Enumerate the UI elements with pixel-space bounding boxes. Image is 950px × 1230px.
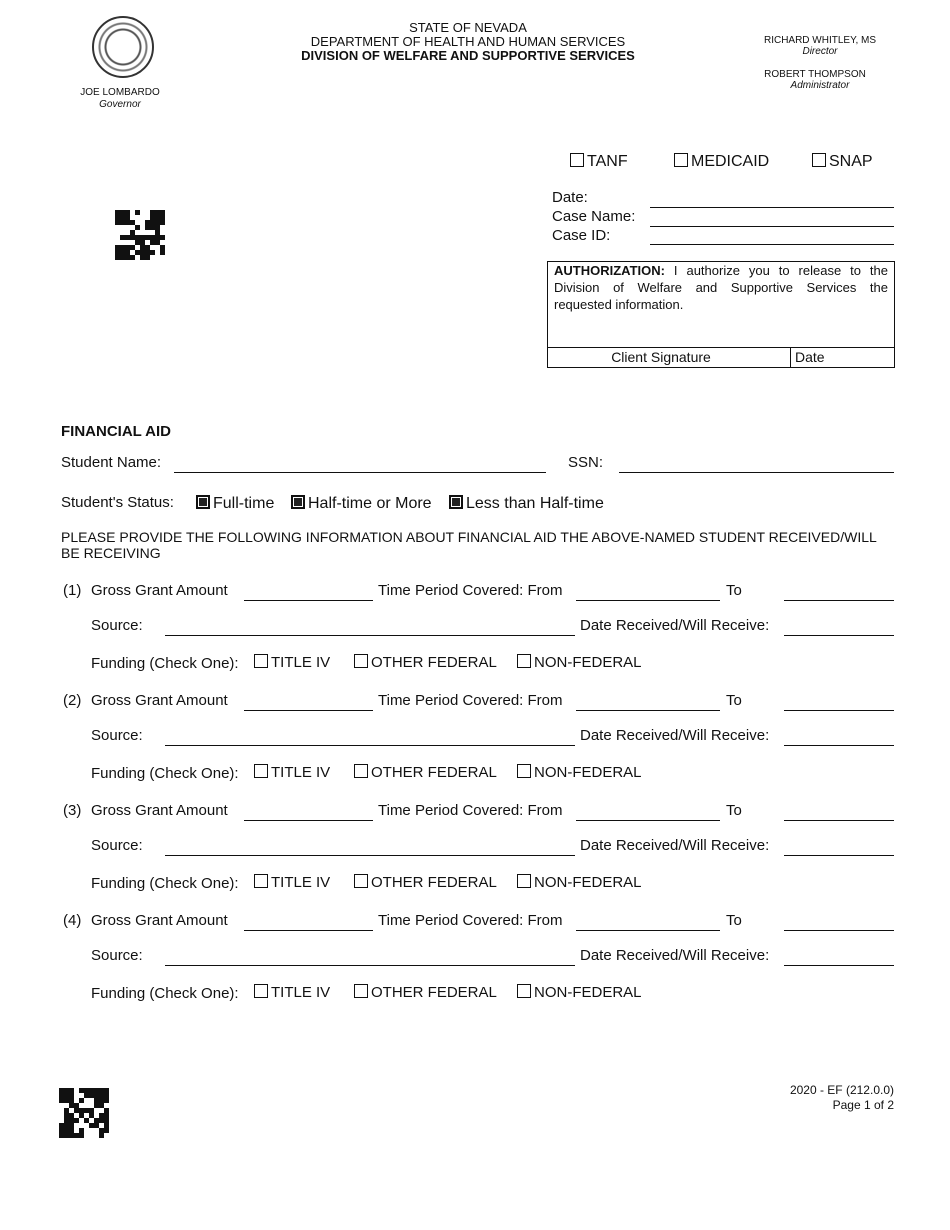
source-field[interactable] xyxy=(165,635,575,636)
date-received-field[interactable] xyxy=(784,855,894,856)
signature-date-label[interactable]: Date xyxy=(795,349,825,365)
program-tanf[interactable] xyxy=(570,153,628,171)
funding-non-federal-label: NON-FEDERAL xyxy=(534,984,642,1001)
source-label: Source: xyxy=(91,947,143,964)
source-label: Source: xyxy=(91,727,143,744)
funding-label: Funding (Check One): xyxy=(91,985,239,1002)
program-snap-label: SNAP xyxy=(829,153,873,170)
checkbox-icon[interactable] xyxy=(570,153,584,167)
director-title: Director xyxy=(802,46,838,57)
gross-grant-field[interactable] xyxy=(244,710,373,711)
checkbox-icon[interactable] xyxy=(674,153,688,167)
instructions: PLEASE PROVIDE THE FOLLOWING INFORMATION ABOUT FINANCIAL AID THE ABOVE-NAMED STUDENT RECEIVED/WILL BE RECEIVING xyxy=(61,529,877,561)
barcode-icon xyxy=(115,210,165,260)
checkbox-icon[interactable] xyxy=(354,984,368,998)
status-full-time-label: Full-time xyxy=(213,495,275,512)
period-to-label: To xyxy=(726,912,742,929)
funding-other-federal-label: OTHER FEDERAL xyxy=(371,654,497,671)
funding-other-federal-label: OTHER FEDERAL xyxy=(371,874,497,891)
funding-other-federal[interactable] xyxy=(354,984,497,1001)
administrator-name: ROBERT THOMPSON xyxy=(764,69,866,80)
checkbox-icon[interactable] xyxy=(291,495,305,509)
date-received-label: Date Received/Will Receive: xyxy=(580,617,770,634)
status-half-time[interactable] xyxy=(291,495,432,513)
period-from-label: Time Period Covered: From xyxy=(378,802,563,819)
checkbox-icon[interactable] xyxy=(449,495,463,509)
page-number: Page 1 of 2 xyxy=(832,1098,894,1112)
grant-number: (3) xyxy=(63,802,82,819)
ssn-label: SSN: xyxy=(568,454,604,471)
source-label: Source: xyxy=(91,837,143,854)
date-received-field[interactable] xyxy=(784,745,894,746)
period-from-label: Time Period Covered: From xyxy=(378,582,563,599)
signature-date-divider xyxy=(790,347,791,367)
case-id-label: Case ID: xyxy=(552,227,611,244)
source-field[interactable] xyxy=(165,965,575,966)
checkbox-icon[interactable] xyxy=(517,654,531,668)
funding-other-federal[interactable] xyxy=(354,764,497,781)
funding-non-federal-label: NON-FEDERAL xyxy=(534,654,642,671)
governor-name: JOE LOMBARDO xyxy=(80,87,160,98)
authorization-heading: AUTHORIZATION: xyxy=(554,263,665,278)
date-received-label: Date Received/Will Receive: xyxy=(580,837,770,854)
state-heading: STATE OF NEVADA xyxy=(409,20,527,35)
department-heading: DEPARTMENT OF HEALTH AND HUMAN SERVICES xyxy=(310,34,626,49)
period-from-field[interactable] xyxy=(576,930,720,931)
governor-title: Governor xyxy=(99,99,141,110)
student-status-label: Student's Status: xyxy=(61,494,174,511)
authorization-box xyxy=(547,261,895,368)
gross-grant-field[interactable] xyxy=(244,930,373,931)
program-snap[interactable] xyxy=(812,153,873,171)
program-tanf-label: TANF xyxy=(587,153,628,170)
funding-non-federal[interactable] xyxy=(517,654,642,671)
grant-number: (1) xyxy=(63,582,82,599)
gross-grant-label: Gross Grant Amount xyxy=(91,912,228,929)
director-name: RICHARD WHITLEY, MS xyxy=(763,35,877,46)
funding-label: Funding (Check One): xyxy=(91,765,239,782)
checkbox-icon[interactable] xyxy=(354,764,368,778)
funding-non-federal-label: NON-FEDERAL xyxy=(534,874,642,891)
division-heading: DIVISION OF WELFARE AND SUPPORTIVE SERVICES xyxy=(301,48,635,63)
gross-grant-field[interactable] xyxy=(244,820,373,821)
grant-number: (4) xyxy=(63,912,82,929)
client-signature-label[interactable]: Client Signature xyxy=(611,349,711,365)
period-from-field[interactable] xyxy=(576,710,720,711)
student-name-field[interactable] xyxy=(174,472,546,473)
checkbox-icon[interactable] xyxy=(196,495,210,509)
date-label: Date: xyxy=(552,189,588,206)
ssn-field[interactable] xyxy=(619,472,894,473)
period-from-field[interactable] xyxy=(576,820,720,821)
case-id-field[interactable] xyxy=(650,244,894,245)
form-id: 2020 - EF (212.0.0) xyxy=(789,1083,894,1097)
period-to-label: To xyxy=(726,692,742,709)
program-medicaid-label: MEDICAID xyxy=(691,153,770,170)
period-to-label: To xyxy=(726,582,742,599)
administrator-title: Administrator xyxy=(790,80,850,91)
date-received-field[interactable] xyxy=(784,965,894,966)
funding-title-iv[interactable] xyxy=(254,764,330,781)
period-to-label: To xyxy=(726,802,742,819)
grant-number: (2) xyxy=(63,692,82,709)
status-less-than-half[interactable] xyxy=(449,495,604,513)
funding-other-federal-label: OTHER FEDERAL xyxy=(371,764,497,781)
signature-divider xyxy=(548,347,894,348)
period-from-field[interactable] xyxy=(576,600,720,601)
gross-grant-label: Gross Grant Amount xyxy=(91,692,228,709)
checkbox-icon[interactable] xyxy=(254,874,268,888)
case-name-label: Case Name: xyxy=(552,208,636,225)
funding-title-iv-label: TITLE IV xyxy=(271,654,331,671)
period-to-field[interactable] xyxy=(784,710,894,711)
funding-other-federal[interactable] xyxy=(354,654,497,671)
state-seal-logo xyxy=(92,16,154,78)
date-field[interactable] xyxy=(650,207,894,208)
period-from-label: Time Period Covered: From xyxy=(378,912,563,929)
checkbox-icon[interactable] xyxy=(517,984,531,998)
checkbox-icon[interactable] xyxy=(354,654,368,668)
date-received-label: Date Received/Will Receive: xyxy=(580,727,770,744)
funding-title-iv-label: TITLE IV xyxy=(271,764,331,781)
date-received-label: Date Received/Will Receive: xyxy=(580,947,770,964)
period-to-field[interactable] xyxy=(784,600,894,601)
authorization-text xyxy=(554,262,888,313)
checkbox-icon[interactable] xyxy=(254,764,268,778)
period-to-field[interactable] xyxy=(784,930,894,931)
source-label: Source: xyxy=(91,617,143,634)
funding-other-federal[interactable] xyxy=(354,874,497,891)
period-to-field[interactable] xyxy=(784,820,894,821)
funding-non-federal[interactable] xyxy=(517,764,642,781)
funding-label: Funding (Check One): xyxy=(91,655,239,672)
checkbox-icon[interactable] xyxy=(812,153,826,167)
gross-grant-field[interactable] xyxy=(244,600,373,601)
status-half-time-label: Half-time or More xyxy=(308,495,432,512)
funding-title-iv-label: TITLE IV xyxy=(271,984,331,1001)
funding-non-federal[interactable] xyxy=(517,874,642,891)
status-full-time[interactable] xyxy=(196,495,274,513)
funding-other-federal-label: OTHER FEDERAL xyxy=(371,984,497,1001)
checkbox-icon[interactable] xyxy=(254,654,268,668)
funding-title-iv[interactable] xyxy=(254,984,330,1001)
program-medicaid[interactable] xyxy=(674,153,769,171)
checkbox-icon[interactable] xyxy=(254,984,268,998)
funding-title-iv[interactable] xyxy=(254,654,330,671)
gross-grant-label: Gross Grant Amount xyxy=(91,802,228,819)
funding-title-iv-label: TITLE IV xyxy=(271,874,331,891)
funding-label: Funding (Check One): xyxy=(91,875,239,892)
barcode-icon xyxy=(59,1088,109,1138)
checkbox-icon[interactable] xyxy=(354,874,368,888)
source-field[interactable] xyxy=(165,855,575,856)
funding-non-federal[interactable] xyxy=(517,984,642,1001)
section-title: FINANCIAL AID xyxy=(61,423,171,440)
funding-title-iv[interactable] xyxy=(254,874,330,891)
checkbox-icon[interactable] xyxy=(517,874,531,888)
authorization-body: I authorize you to release to the Division of Welfare and Supportive Services the requested information. xyxy=(554,263,888,312)
student-name-label: Student Name: xyxy=(61,454,162,471)
funding-non-federal-label: NON-FEDERAL xyxy=(534,764,642,781)
status-less-than-half-label: Less than Half-time xyxy=(466,495,604,512)
date-received-field[interactable] xyxy=(784,635,894,636)
checkbox-icon[interactable] xyxy=(517,764,531,778)
source-field[interactable] xyxy=(165,745,575,746)
period-from-label: Time Period Covered: From xyxy=(378,692,563,709)
case-name-field[interactable] xyxy=(650,226,894,227)
gross-grant-label: Gross Grant Amount xyxy=(91,582,228,599)
